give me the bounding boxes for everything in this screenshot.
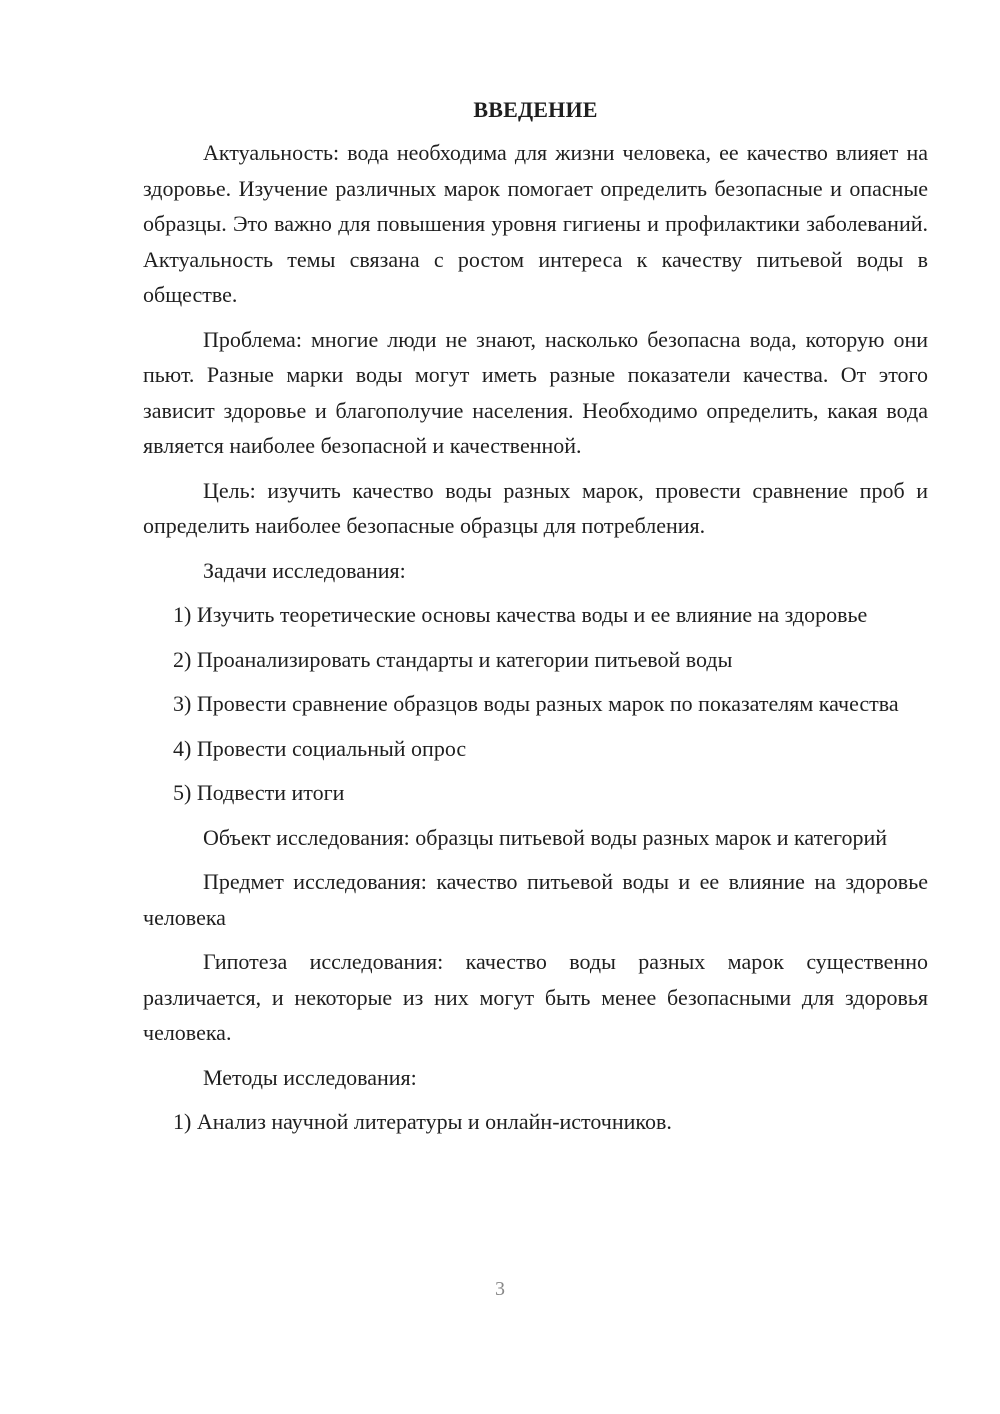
task-item-5: 5) Подвести итоги — [173, 780, 345, 805]
task-item-4: 4) Провести социальный опрос — [173, 735, 467, 761]
page-number: 3 — [495, 1278, 505, 1300]
subject-paragraph: Предмет исследования: качество питьевой воды и ее влияние на здоровье человека — [143, 869, 928, 930]
method-item-1: 1) Анализ научной литературы и онлайн-источников. — [173, 1109, 672, 1134]
document-page — [143, 92, 928, 1140]
hypothesis-paragraph: Гипотеза исследования: качество воды разных марок существенно различается, и некоторые из них могут быть менее безопасными для здоровья человека. — [143, 949, 928, 1045]
task-item-1: 1) Изучить теоретические основы качества воды и ее влияние на здоровье — [173, 602, 868, 627]
tasks-heading: Задачи исследования: — [203, 557, 406, 583]
task-item-2: 2) Проанализировать стандарты и категории питьевой воды — [173, 646, 733, 672]
task-item-3: 3) Провести сравнение образцов воды разных марок по показателям качества — [173, 691, 899, 716]
section-title: ВВЕДЕНИЕ — [473, 97, 598, 122]
problem-paragraph: Проблема: многие люди не знают, насколько безопасна вода, которую они пьют. Разные марки воды могут иметь разные показатели качества. От этого зависит здоровье и благополучие населения. Необходимо определить, какая вода является наиболее безопасной и качественной. — [143, 326, 928, 458]
methods-heading: Методы исследования: — [203, 1064, 417, 1090]
goal-paragraph: Цель: изучить качество воды разных марок, провести сравнение проб и определить наиболее безопасные образцы для потребления. — [143, 477, 928, 538]
object-paragraph: Объект исследования: образцы питьевой воды разных марок и категорий — [203, 824, 887, 850]
relevance-paragraph: Актуальность: вода необходима для жизни человека, ее качество влияет на здоровье. Изучение различных марок помогает определить безопасные и опасные образцы. Это важно для повышения уровня гигиены и профилактики заболеваний. Актуальность темы связана с ростом интереса к качеству питьевой воды в обществе. — [143, 140, 928, 307]
